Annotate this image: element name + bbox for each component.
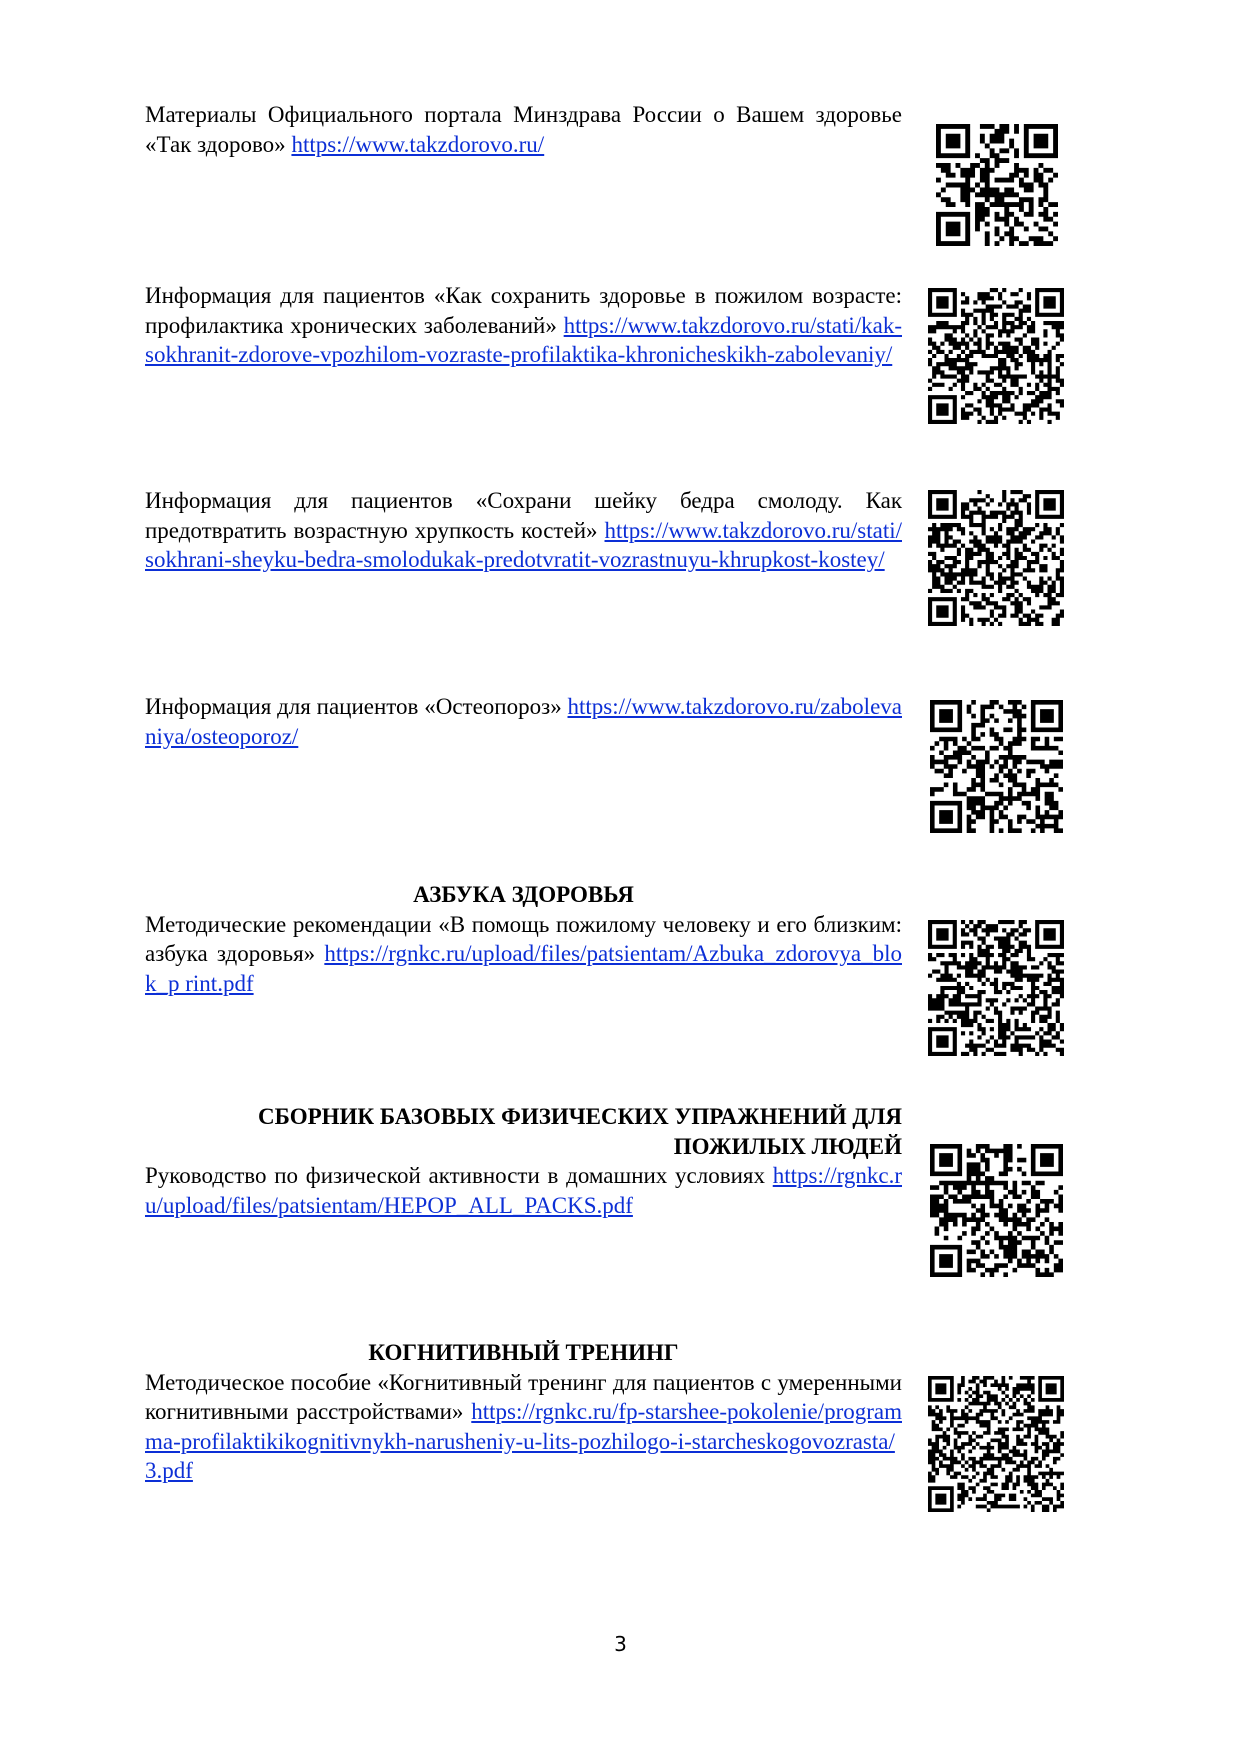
resource-entry-takzdorovo bbox=[145, 100, 902, 159]
entry-text: Информация для пациентов «Остеопороз» bbox=[145, 694, 568, 719]
qr-code-icon bbox=[936, 124, 1058, 246]
entry-link[interactable]: https://www.takzdorovo.ru/ bbox=[291, 131, 545, 157]
qr-code-icon bbox=[928, 920, 1064, 1056]
entry-link[interactable]: https://rgnkc.ru/upload/files/patsientam/Azbuka_zdorovya_blok_p rint.pdf bbox=[145, 941, 902, 996]
qr-modules bbox=[930, 1144, 1063, 1277]
entry-text: Методическое пособие «Когнитивный тренинг для пациентов с умеренными когнитивными расстройствами» bbox=[145, 1369, 902, 1424]
resource-entry-cognitive-training bbox=[145, 1338, 902, 1486]
qr-code-icon bbox=[928, 490, 1064, 626]
qr-code-graphic bbox=[930, 700, 1063, 833]
page-number: 3 bbox=[614, 1632, 627, 1656]
resource-entry-osteoporosis bbox=[145, 692, 902, 751]
entry-link[interactable]: https://rgnkc.ru/fp-starshee-pokolenie/programma-profilaktikikognitivnykh-narusheniy-u-lits-pozhilogo-i-starcheskogovozrasta/3.pdf bbox=[145, 1399, 902, 1483]
qr-code-graphic bbox=[930, 1144, 1063, 1277]
resource-entry-hip-fracture bbox=[145, 486, 902, 575]
qr-modules bbox=[928, 1376, 1064, 1512]
section-heading: СБОРНИК БАЗОВЫХ ФИЗИЧЕСКИХ УПРАЖНЕНИЙ ДЛЯ ПОЖИЛЫХ ЛЮДЕЙ bbox=[258, 1104, 902, 1159]
qr-code-graphic bbox=[928, 490, 1064, 626]
qr-code-graphic bbox=[928, 1376, 1064, 1512]
resource-entry-healthy-aging bbox=[145, 281, 902, 370]
resource-entry-exercises bbox=[145, 1102, 902, 1220]
qr-code-graphic bbox=[928, 288, 1064, 424]
qr-modules bbox=[936, 124, 1058, 246]
entry-link[interactable]: https://www.takzdorovo.ru/stati/sokhrani-sheyku-bedra-smolodukak-predotvratit-vozrastnuyu-khrupkost-kostey/ bbox=[145, 517, 902, 572]
entry-link[interactable]: https://rgnkc.ru/upload/files/patsientam/HEPOP_ALL_PACKS.pdf bbox=[145, 1163, 902, 1218]
entry-text: Руководство по физической активности в домашних условиях bbox=[145, 1163, 773, 1188]
qr-code-icon bbox=[928, 1376, 1064, 1512]
qr-modules bbox=[928, 920, 1064, 1056]
qr-code-icon bbox=[930, 1144, 1063, 1277]
entry-text: Информация для пациентов «Сохрани шейку бедра смолоду. Как предотвратить возрастную хрупкость костей» bbox=[145, 488, 902, 543]
qr-code-graphic bbox=[936, 124, 1058, 246]
qr-modules bbox=[928, 288, 1064, 424]
section-heading: КОГНИТИВНЫЙ ТРЕНИНГ bbox=[368, 1340, 679, 1365]
qr-code-icon bbox=[928, 288, 1064, 424]
entry-link[interactable]: https://www.takzdorovo.ru/stati/kak-sokhranit-zdorove-vpozhilom-vozraste-profilaktika-khronicheskikh-zabolevaniy/ bbox=[145, 312, 902, 367]
qr-modules bbox=[928, 490, 1064, 626]
resource-entry-health-alphabet bbox=[145, 880, 902, 998]
section-heading: АЗБУКА ЗДОРОВЬЯ bbox=[413, 882, 634, 907]
qr-code-icon bbox=[930, 700, 1063, 833]
entry-text: Информация для пациентов «Как сохранить здоровье в пожилом возрасте: профилактика хронических заболеваний» bbox=[145, 283, 902, 338]
qr-modules bbox=[930, 700, 1063, 833]
entry-link[interactable]: https://www.takzdorovo.ru/zabolevaniya/osteoporoz/ bbox=[145, 694, 902, 749]
qr-code-graphic bbox=[928, 920, 1064, 1056]
entry-text: Методические рекомендации «В помощь пожилому человеку и его близким: азбука здоровья» bbox=[145, 911, 902, 966]
entry-text: Материалы Официального портала Минздрава России о Вашем здоровье «Так здорово» bbox=[145, 102, 902, 157]
